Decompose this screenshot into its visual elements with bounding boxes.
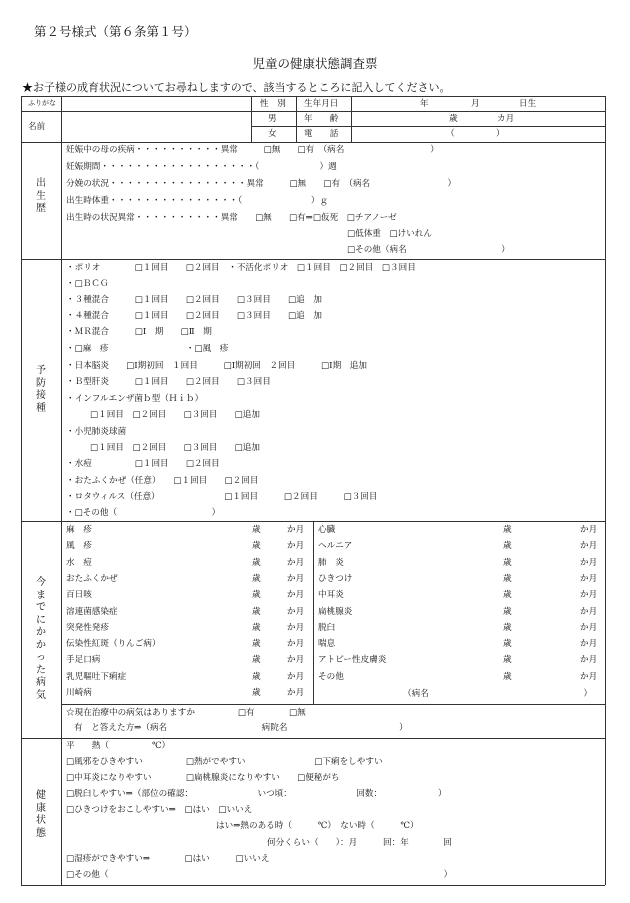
age-label: 年 齢 xyxy=(304,114,339,124)
sex-male-option[interactable]: 男 xyxy=(268,114,277,124)
illness-name: アトピー性皮膚炎 xyxy=(318,655,387,666)
month-unit: か月 xyxy=(580,655,598,666)
birth-date-label: 生年月日 xyxy=(304,99,339,109)
age-unit: 歳 xyxy=(252,525,261,535)
furigana-label: ふりがな xyxy=(28,99,56,107)
intro-text: ★お子様の成育状況についてお尋ねしますので、該当するところに記入してください。 xyxy=(22,81,451,94)
vaccine-line: ・□麻 疹 ・□風 疹 xyxy=(66,344,229,354)
illness-name: 肺 炎 xyxy=(318,557,344,568)
vaccine-line: □１回目 □２回目 □３回目 □追加 xyxy=(90,410,260,420)
health-status-label: 健康状態 xyxy=(36,790,46,839)
month-unit: か月 xyxy=(580,590,598,601)
month-unit: か月 xyxy=(287,655,305,666)
sex-female-option[interactable]: 女 xyxy=(268,129,277,139)
page-title: 児童の健康状態調査票 xyxy=(252,56,378,71)
phone-close-paren: ） xyxy=(496,129,505,139)
age-unit: 歳 xyxy=(503,557,512,568)
vaccine-line: ・水痘 □１回目 □２回目 xyxy=(66,459,220,469)
illness-name: 伝染性紅斑（りんご病） xyxy=(66,639,161,650)
birth-line: 出生時の状況異常・・・・・・・・・・異常 □無 □有⇒□仮死 □チアノーゼ xyxy=(66,213,397,223)
month-unit: か月 xyxy=(287,622,305,633)
age-unit: 歳 xyxy=(503,573,512,584)
age-unit: 歳 xyxy=(503,606,512,617)
illness-name: 溶連菌感染症 xyxy=(66,606,118,617)
birth-line: □その他（病名 ） xyxy=(347,245,510,255)
age-unit: 歳 xyxy=(252,639,261,650)
vaccine-line: ・小児肺炎球菌 xyxy=(66,427,127,437)
birth-line: □低体重 □けいれん xyxy=(347,229,432,239)
vaccine-line: ・インフルエンザ菌ｂ型（Ｈｉｂ） xyxy=(66,394,204,404)
age-unit: 歳 xyxy=(503,590,512,601)
month-unit: か月 xyxy=(287,590,305,601)
vaccine-line: ・４種混合 □１回目 □２回目 □３回目 □追 加 xyxy=(66,311,322,321)
month-unit: か月 xyxy=(287,688,305,698)
name-field[interactable] xyxy=(64,113,249,140)
illness-name: 喘息 xyxy=(318,639,336,650)
illness-name: ヘルニア xyxy=(318,541,353,552)
age-unit: 歳 xyxy=(503,622,512,633)
birth-year-unit: 年 xyxy=(420,99,429,109)
birth-history-label: 出生歴 xyxy=(36,178,46,214)
month-unit: か月 xyxy=(580,541,598,552)
age-unit: 歳 xyxy=(252,671,261,682)
age-unit: 歳 xyxy=(252,655,261,666)
illness-name: 麻 疹 xyxy=(66,525,92,535)
vaccination-label: 予防接種 xyxy=(36,365,46,414)
month-unit: か月 xyxy=(580,606,598,617)
illness-name: 中耳炎 xyxy=(318,590,344,601)
age-unit: 歳 xyxy=(252,573,261,584)
vaccine-line: ・Ｂ型肝炎 □１回目 □２回目 □３回目 xyxy=(66,377,271,387)
health-line: 何分くらい（ ）：月 回：年 回 xyxy=(267,838,452,848)
month-unit: か月 xyxy=(580,671,598,682)
age-unit: 歳 xyxy=(503,525,512,535)
vaccine-line: ・ポリオ □１回目 □２回目 ・不活化ポリオ □１回目 □２回目 □３回目 xyxy=(66,263,416,273)
illness-name: 乳児嘔吐下痢症 xyxy=(66,671,127,682)
past-illness-label: 今までにかかった病気 xyxy=(36,577,46,701)
month-unit: か月 xyxy=(287,639,305,650)
month-unit: か月 xyxy=(287,557,305,568)
sex-label: 性 別 xyxy=(260,99,286,109)
health-line: □ひきつけをおこしやすい⇒ □はい □いいえ xyxy=(66,805,253,815)
health-line: □その他（ ） xyxy=(66,870,453,880)
month-unit: か月 xyxy=(580,573,598,584)
month-unit: か月 xyxy=(287,541,305,552)
age-unit: 歳 xyxy=(252,557,261,568)
illness-name: 手足口病 xyxy=(66,655,101,666)
vaccine-line: ・ロタウィルス（任意） □１回目 □２回目 □３回目 xyxy=(66,492,378,502)
age-unit: 歳 xyxy=(503,541,512,552)
health-line: はい⇒熱のある時（ ℃） ない時（ ℃） xyxy=(216,821,419,831)
phone-open-paren: （ xyxy=(446,129,455,139)
illness-name: おたふくかぜ xyxy=(66,573,118,584)
vaccine-line: ・□その他（ ） xyxy=(66,508,221,518)
illness-name: 水 痘 xyxy=(66,557,92,568)
vaccine-line: ・ＭＲ混合 □Ⅰ 期 □Ⅱ 期 xyxy=(66,327,212,337)
age-unit: 歳 xyxy=(503,655,512,666)
furigana-field[interactable] xyxy=(64,98,249,110)
vaccine-line: □１回目 □２回目 □３回目 □追加 xyxy=(90,443,260,453)
illness-name: その他 xyxy=(318,671,344,682)
health-line: □風邪をひきやすい □熱がでやすい □下痢をしやすい xyxy=(66,757,383,767)
illness-name: 心臓 xyxy=(318,525,336,535)
health-line: □湿疹ができやすい⇒ □はい □いいえ xyxy=(66,854,270,864)
health-line: □中耳炎になりやすい □扁桃腺炎になりやすい □便秘がち xyxy=(66,773,340,783)
month-unit: か月 xyxy=(580,639,598,650)
illness-name: 扁桃腺炎 xyxy=(318,606,353,617)
vaccine-line: ・日本脳炎 □Ⅰ期初回 １回目 □Ⅰ期初回 ２回目 □Ⅰ期 追加 xyxy=(66,361,367,371)
age-years-unit: 歳 xyxy=(449,114,458,124)
vaccine-line: ・□ＢＣＧ xyxy=(66,279,109,289)
vaccine-line: ・おたふくかぜ（任意） □１回目 □２回目 xyxy=(66,476,259,486)
age-unit: 歳 xyxy=(252,606,261,617)
illness-name: ひきつけ xyxy=(318,573,353,584)
birth-line: 出生時体重・・・・・・・・・・・・・・・（ ）ｇ xyxy=(66,196,329,206)
month-unit: か月 xyxy=(580,557,598,568)
phone-label: 電 話 xyxy=(304,129,339,139)
age-unit: 歳 xyxy=(252,688,261,698)
health-line: 平 熱（ ℃） xyxy=(66,741,171,751)
birth-line: 妊娠中の母の疾病・・・・・・・・・・異常 □無 □有 （病名 ） xyxy=(66,145,439,155)
month-unit: か月 xyxy=(287,671,305,682)
age-unit: 歳 xyxy=(252,622,261,633)
month-unit: か月 xyxy=(287,525,305,535)
other-disease-name: （病名 ） xyxy=(403,689,593,699)
treatment-question: ☆現在治療中の病気はありますか □有 □無 xyxy=(66,708,306,718)
name-label: 名前 xyxy=(28,122,46,132)
birth-month-unit: 月 xyxy=(471,99,480,109)
illness-name: 突発性発疹 xyxy=(66,622,109,633)
treatment-answer: 有 と答えた方⇒（病名 病院名 ） xyxy=(74,723,408,733)
form-number: 第２号様式（第６条第１号） xyxy=(34,24,197,39)
birth-line: 妊娠期間・・・・・・・・・・・・・・・・・・（ ）週 xyxy=(66,162,337,172)
month-unit: か月 xyxy=(580,525,598,535)
illness-name: 川崎病 xyxy=(66,688,92,698)
age-unit: 歳 xyxy=(252,541,261,552)
vaccine-line: ・３種混合 □１回目 □２回目 □３回目 □追 加 xyxy=(66,295,322,305)
age-unit: 歳 xyxy=(252,590,261,601)
illness-name: 百日咳 xyxy=(66,590,92,601)
illness-name: 風 疹 xyxy=(66,541,92,552)
illness-name: 脱臼 xyxy=(318,622,336,633)
age-unit: 歳 xyxy=(503,671,512,682)
age-unit: 歳 xyxy=(503,639,512,650)
month-unit: か月 xyxy=(287,606,305,617)
month-unit: か月 xyxy=(287,573,305,584)
health-line: □脱臼しやすい⇒（部位の確認： いつ頃： 回数： ） xyxy=(66,789,447,799)
birth-day-unit: 日生 xyxy=(519,99,537,109)
age-months-unit: カ月 xyxy=(497,114,515,124)
month-unit: か月 xyxy=(580,622,598,633)
birth-line: 分娩の状況・・・・・・・・・・・・・・・・異常 □無 □有 （病名 ） xyxy=(66,179,457,189)
